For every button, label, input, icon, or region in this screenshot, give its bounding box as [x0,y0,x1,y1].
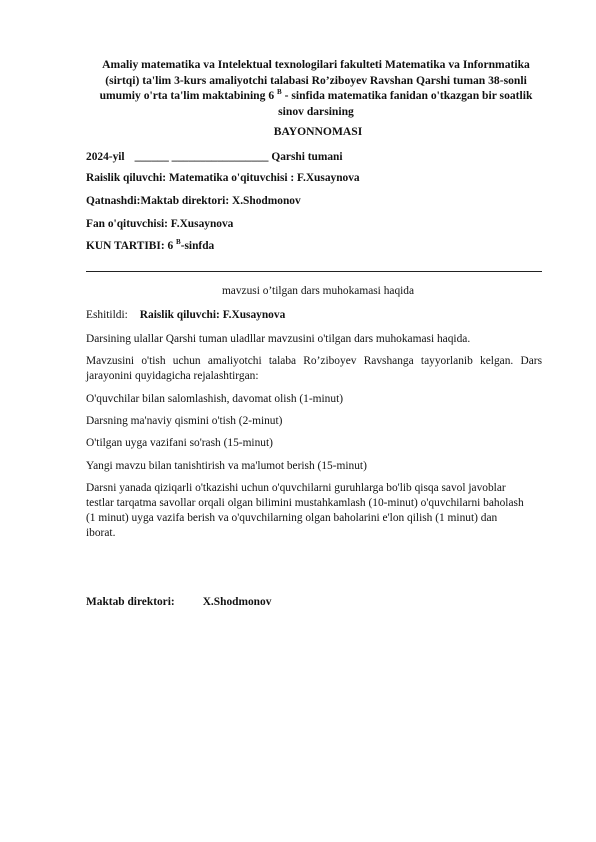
heard-label: Eshitildi: [86,309,128,321]
year-text: 2024-yil [86,151,125,163]
district-text: Qarshi tumani [271,151,343,163]
date-line [86,151,343,163]
heard-line [86,308,542,323]
header-line: (sirtqi) ta'lim 3-kurs amaliyotchi talabasi Ro’ziboyev Ravshan Qarshi tuman 38-sonli [105,73,527,87]
agenda-item: Yangi mavzu bilan tanishtirish va ma'lumot berish (15-minut) [86,460,367,472]
document-title: BAYONNOMASI [273,125,363,138]
header-line-text: - sinfida matematika fanidan o'tkazgan bir soatlik [284,89,533,103]
agenda-text: KUN TARTIBI: 6 [86,240,174,252]
body-paragraph: Darsining ulallar Qarshi tuman uladllar mavzusini o'tilgan dars muhokamasi haqida. [86,333,471,345]
chair-line: Raislik qiluvchi: Matematika o'qituvchisi : F.Xusaynova [86,172,360,184]
divider-line [86,271,542,272]
document-header [86,57,546,119]
signature-name: X.Shodmonov [202,596,272,608]
agenda-text: -sinfda [180,240,215,252]
topic-line: mavzusi o’tilgan dars muhokamasi haqida [221,285,415,297]
participants-line: Qatnashdi:Maktab direktori: X.Shodmonov [86,195,301,207]
paragraph-line: iborat. [86,527,116,539]
teacher-line: Fan o'qituvchisi: F.Xusaynova [86,218,234,230]
header-line [86,88,546,104]
date-blank: ______ [134,151,169,163]
signature-line [86,596,271,608]
paragraph-line: (1 minut) uyga vazifa berish va o'quvchilarning olgan baholarini e'lon qilish (1 minut) dan [86,512,498,524]
agenda-item: Darsning ma'naviy qismini o'tish (2-minut) [86,415,283,427]
paragraph-line: Darsni yanada qiziqarli o'tkazishi uchun o'quvchilarni guruhlarga bo'lib qisqa savol javoblar [86,482,506,494]
date-blank: _________________ [171,151,269,163]
header-line: Amaliy matematika va Intelektual texnologilari fakulteti Matematika va Infornmatika [102,58,530,71]
body-paragraph [86,481,542,541]
signature-label: Maktab direktori: [86,596,175,608]
header-line: sinov darsining [278,104,354,118]
class-letter-superscript: B [176,238,181,247]
agenda-item: O'quvchilar bilan salomlashish, davomat olish (1-minut) [86,393,344,405]
agenda-line [86,240,214,252]
class-letter-superscript: B [277,88,282,97]
agenda-item: O'tilgan uyga vazifani so'rash (15-minut) [86,437,273,449]
body-paragraph: Mavzusini o'tish uchun amaliyotchi talaba Ro’ziboyev Ravshanga tayyorlanib kelgan. Dars jarayonini quyidagicha rejalashtirgan: [86,355,542,382]
header-line-text: umumiy o'rta ta'lim maktabining 6 [99,89,275,103]
paragraph-line: testlar tarqatma savollar orqali olgan bilimini mustahkamlash (10-minut) o'quvchilarni baholash [86,497,524,509]
heard-value: Raislik qiluvchi: F.Xusaynova [139,309,286,321]
